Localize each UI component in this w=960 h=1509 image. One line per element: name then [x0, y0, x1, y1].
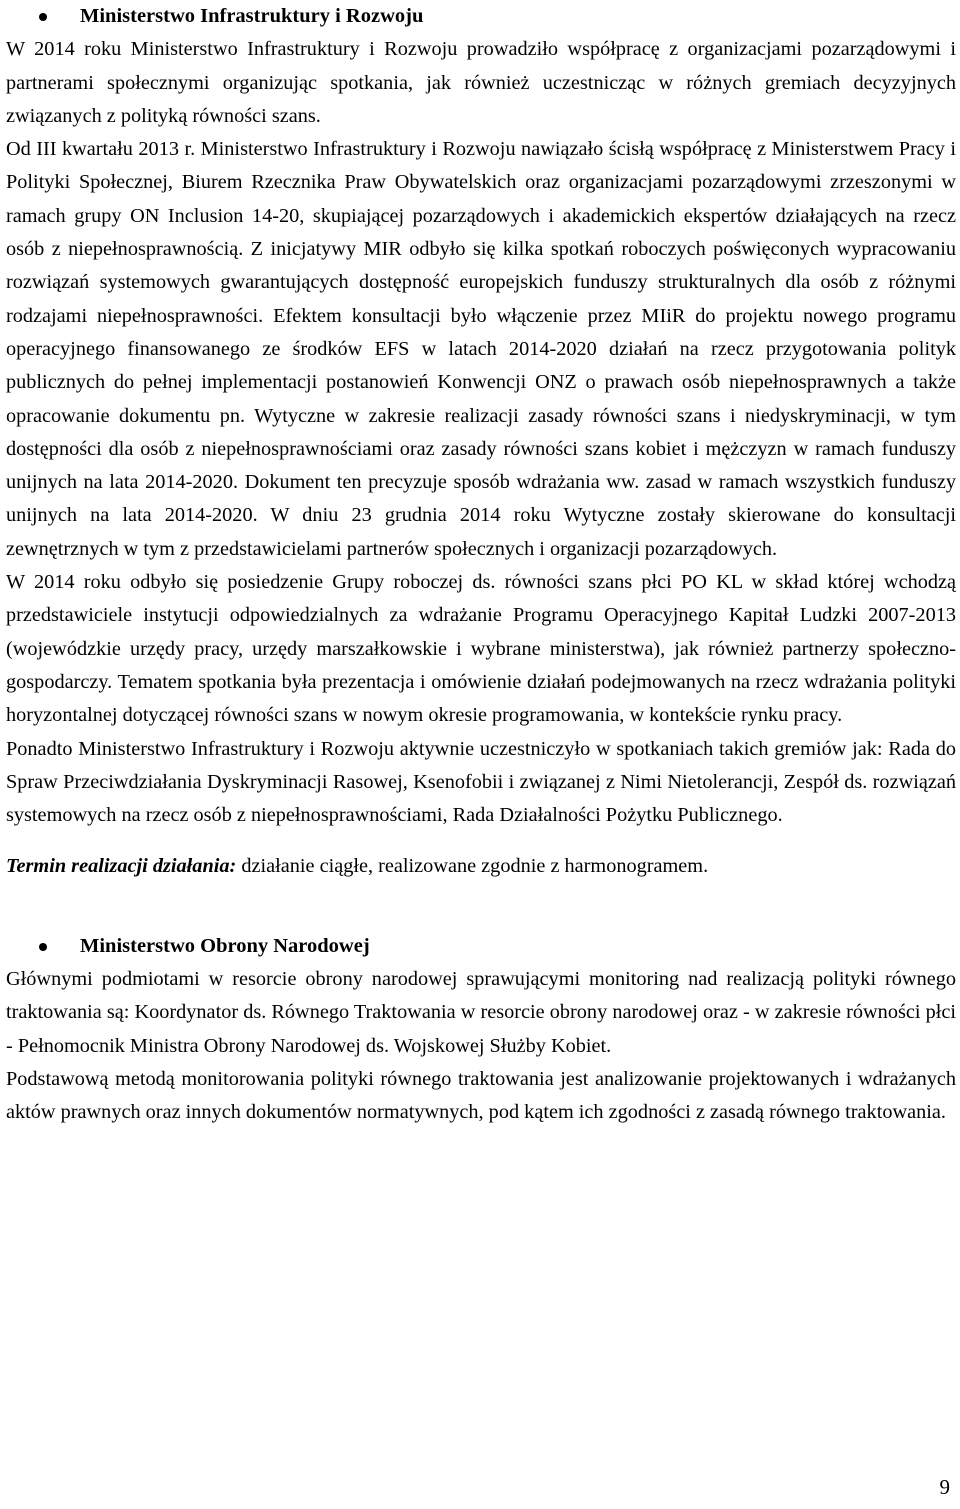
document-page: [6, 0, 956, 1130]
section-heading-mon: [6, 930, 956, 963]
term-value: działanie ciągłe, realizowane zgodnie z harmonogramem.: [236, 855, 709, 878]
bullet-icon: [39, 13, 47, 21]
term-label: Termin realizacji działania:: [6, 855, 237, 878]
paragraph-mir-2: Od III kwartału 2013 r. Ministerstwo Infrastruktury i Rozwoju nawiązało ścisłą współpracę z Ministerstwem Pracy i Polityki Społecznej, Biurem Rzecznika Praw Obywatelskich oraz organizacjami pozarządowymi zrzeszonymi w ramach grupy ON Inclusion 14-20, skupiającej pozarządowych i akademickich ekspertów działających na rzecz osób z niepełnosprawnością. Z inicjatywy MIR odbyło się kilka spotkań roboczych poświęconych wypracowaniu rozwiązań systemowych gwarantujących dostępność europejskich funduszy strukturalnych dla osób z różnymi rodzajami niepełnosprawności. Efektem konsultacji było włączenie przez MIiR do projektu nowego programu operacyjnego finansowanego ze środków EFS w latach 2014-2020 działań na rzecz przygotowania polityk publicznych do pełnej implementacji postanowień Konwencji ONZ o prawach osób niepełnosprawnych a także opracowanie dokumentu pn. Wytyczne w zakresie realizacji zasady równości szans i niedyskryminacji, w tym dostępności dla osób z niepełnosprawnościami oraz zasady równości szans kobiet i mężczyzn w ramach funduszy unijnych na lata 2014-2020. Dokument ten precyzuje sposób wdrażania ww. zasad w ramach wszystkich funduszy unijnych na lata 2014-2020. W dniu 23 grudnia 2014 roku Wytyczne zostały skierowane do konsultacji zewnętrznych w tym z przedstawicielami partnerów społecznych i organizacji pozarządowych.: [6, 138, 956, 560]
spacer: [6, 832, 956, 850]
paragraph-mir-4: Ponadto Ministerstwo Infrastruktury i Rozwoju aktywnie uczestniczyło w spotkaniach takich gremiów jak: Rada do Spraw Przeciwdziałania Dyskryminacji Rasowej, Ksenofobii i związanej z Nimi Nietolerancji, Zespół ds. rozwiązań systemowych na rzecz osób z niepełnosprawnościami, Rada Działalności Pożytku Publicznego.: [6, 737, 956, 827]
section-heading-mon-text: Ministerstwo Obrony Narodowej: [80, 934, 370, 957]
paragraph-mir-1: W 2014 roku Ministerstwo Infrastruktury i Rozwoju prowadziło współpracę z organizacjami pozarządowymi i partnerami społecznymi organizując spotkania, jak również uczestnicząc w różnych gremiach decyzyjnych związanych z polityką równości szans.: [6, 38, 956, 127]
paragraph-mir-3: W 2014 roku odbyło się posiedzenie Grupy roboczej ds. równości szans płci PO KL w skład której wchodzą przedstawiciele instytucji odpowiedzialnych za wdrażanie Programu Operacyjnego Kapitał Ludzki 2007-2013 (wojewódzkie urzędy pracy, urzędy marszałkowskie i wybrane ministerstwa), jak również partnerzy społeczno-gospodarczy. Tematem spotkania była prezentacja i omówienie działań podejmowanych na rzecz wdrażania polityki horyzontalnej dotyczącej równości szans w nowym okresie programowania, w kontekście rynku pracy.: [6, 571, 956, 727]
section-heading-mir: [6, 0, 956, 33]
paragraph-mon-2: Podstawową metodą monitorowania polityki równego traktowania jest analizowanie projektowanych i wdrażanych aktów prawnych oraz innych dokumentów normatywnych, pod kątem ich zgodności z zasadą równego traktowania.: [6, 1067, 956, 1124]
paragraph-mon-1: Głównymi podmiotami w resorcie obrony narodowej sprawującymi monitoring nad realizacją polityki równego traktowania są: Koordynator ds. Równego Traktowania w resorcie obrony narodowej oraz - w zakresie równości płci - Pełnomocnik Ministra Obrony Narodowej ds. Wojskowej Służby Kobiet.: [6, 968, 956, 1057]
section-heading-mir-text: Ministerstwo Infrastruktury i Rozwoju: [80, 5, 424, 27]
term-line: [6, 850, 956, 883]
bullet-icon: [39, 943, 47, 951]
spacer: [6, 884, 956, 930]
page-number: 9: [939, 1475, 950, 1499]
